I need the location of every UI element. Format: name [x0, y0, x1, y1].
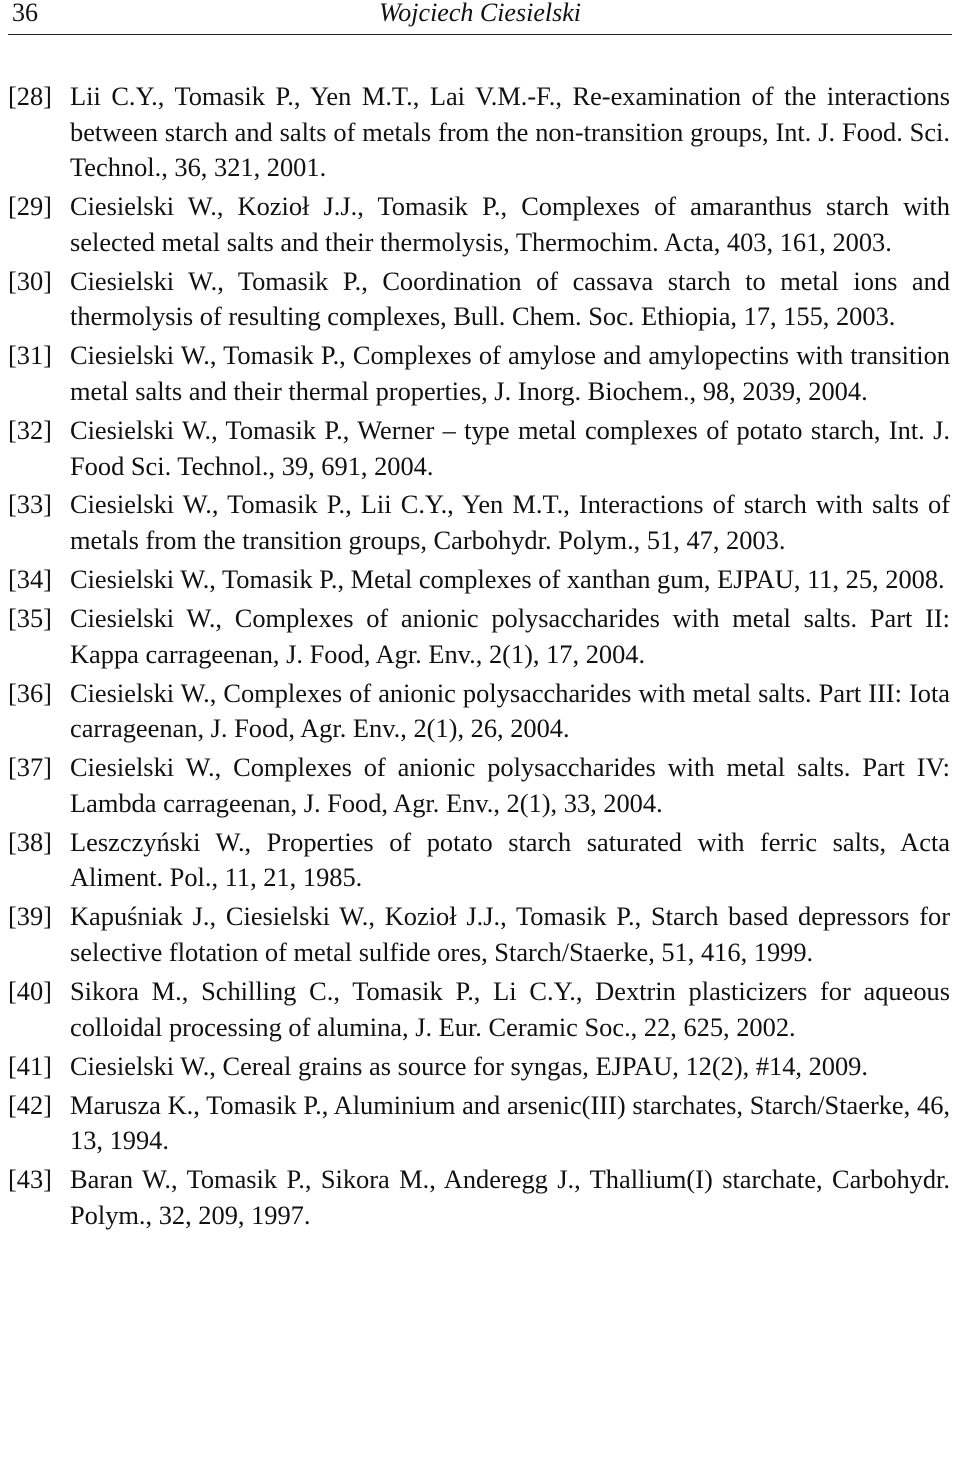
reference-number: [33]	[8, 489, 52, 520]
reference-text: Ciesielski W., Tomasik P., Coordination of cassava starch to metal ions and thermolysis of resulting complexes, Bull. Chem. Soc. Ethiopia, 17, 155, 2003.	[70, 265, 950, 332]
reference-list	[8, 79, 950, 1237]
reference-text: Kapuśniak J., Ciesielski W., Kozioł J.J., Tomasik P., Starch based depressors for selective flotation of metal sulfide ores, Starch/Staerke, 51, 416, 1999.	[70, 901, 950, 967]
reference-item	[8, 1049, 950, 1085]
reference-number: [32]	[8, 414, 52, 445]
reference-item	[8, 338, 950, 409]
reference-item	[8, 825, 950, 896]
reference-text: Ciesielski W., Complexes of anionic polysaccharides with metal salts. Part II: Kappa carrageenan, J. Food, Agr. Env., 2(1), 17, 2004.	[70, 603, 950, 669]
reference-number: [29]	[8, 191, 52, 222]
reference-text: Ciesielski W., Kozioł J.J., Tomasik P., Complexes of amaranthus starch with selected metal salts and their thermolysis, Thermochim. Acta, 403, 161, 2003.	[70, 191, 950, 257]
reference-text: Leszczyński W., Properties of potato starch saturated with ferric salts, Acta Aliment. Pol., 11, 21, 1985.	[70, 826, 950, 893]
reference-item	[8, 562, 950, 598]
reference-number: [42]	[8, 1089, 52, 1120]
reference-item	[8, 899, 950, 970]
reference-number: [38]	[8, 826, 52, 857]
reference-number: [34]	[8, 564, 52, 595]
reference-number: [39]	[8, 901, 52, 932]
page-header	[8, 0, 952, 35]
reference-item	[8, 974, 950, 1045]
reference-text: Lii C.Y., Tomasik P., Yen M.T., Lai V.M.-F., Re-examination of the interactions between starch and salts of metals from the non-transition groups, Int. J. Food. Sci. Technol., 36, 321, 2001.	[70, 81, 950, 183]
reference-item	[8, 676, 950, 747]
reference-number: [37]	[8, 752, 52, 783]
reference-item	[8, 487, 950, 558]
reference-text: Marusza K., Tomasik P., Aluminium and arsenic(III) starchates, Starch/Staerke, 46, 13, 1994.	[70, 1089, 950, 1156]
reference-item	[8, 264, 950, 335]
page-number: 36	[12, 0, 38, 27]
reference-item	[8, 1088, 950, 1159]
reference-text: Ciesielski W., Complexes of anionic polysaccharides with metal salts. Part III: Iota carrageenan, J. Food, Agr. Env., 2(1), 26, 2004.	[70, 677, 950, 744]
reference-item	[8, 601, 950, 672]
reference-number: [43]	[8, 1164, 52, 1195]
reference-number: [35]	[8, 603, 52, 634]
reference-number: [28]	[8, 81, 52, 111]
reference-number: [31]	[8, 340, 52, 371]
reference-item	[8, 750, 950, 821]
reference-number: [30]	[8, 265, 52, 296]
reference-number: [40]	[8, 975, 52, 1006]
reference-number: [41]	[8, 1050, 52, 1081]
reference-item	[8, 189, 950, 260]
running-head-author: Wojciech Ciesielski	[379, 0, 581, 27]
reference-text: Ciesielski W., Tomasik P., Metal complexes of xanthan gum, EJPAU, 11, 25, 2008.	[70, 564, 945, 595]
reference-text: Ciesielski W., Cereal grains as source for syngas, EJPAU, 12(2), #14, 2009.	[70, 1050, 868, 1081]
reference-text: Baran W., Tomasik P., Sikora M., Anderegg J., Thallium(I) starchate, Carbohydr. Polym., 32, 209, 1997.	[70, 1164, 950, 1230]
reference-text: Ciesielski W., Tomasik P., Lii C.Y., Yen M.T., Interactions of starch with salts of metals from the transition groups, Carbohydr. Polym., 51, 47, 2003.	[70, 489, 950, 556]
reference-item	[8, 1162, 950, 1233]
reference-text: Sikora M., Schilling C., Tomasik P., Li C.Y., Dextrin plasticizers for aqueous colloidal processing of alumina, J. Eur. Ceramic Soc., 22, 625, 2002.	[70, 975, 950, 1042]
reference-number: [36]	[8, 677, 52, 708]
reference-text: Ciesielski W., Tomasik P., Werner – type metal complexes of potato starch, Int. J. Food Sci. Technol., 39, 691, 2004.	[70, 414, 950, 481]
reference-text: Ciesielski W., Tomasik P., Complexes of amylose and amylopectins with transition metal salts and their thermal properties, J. Inorg. Biochem., 98, 2039, 2004.	[70, 340, 950, 406]
reference-item	[8, 79, 950, 186]
reference-text: Ciesielski W., Complexes of anionic polysaccharides with metal salts. Part IV: Lambda carrageenan, J. Food, Agr. Env., 2(1), 33, 2004.	[70, 752, 950, 818]
reference-item	[8, 413, 950, 484]
